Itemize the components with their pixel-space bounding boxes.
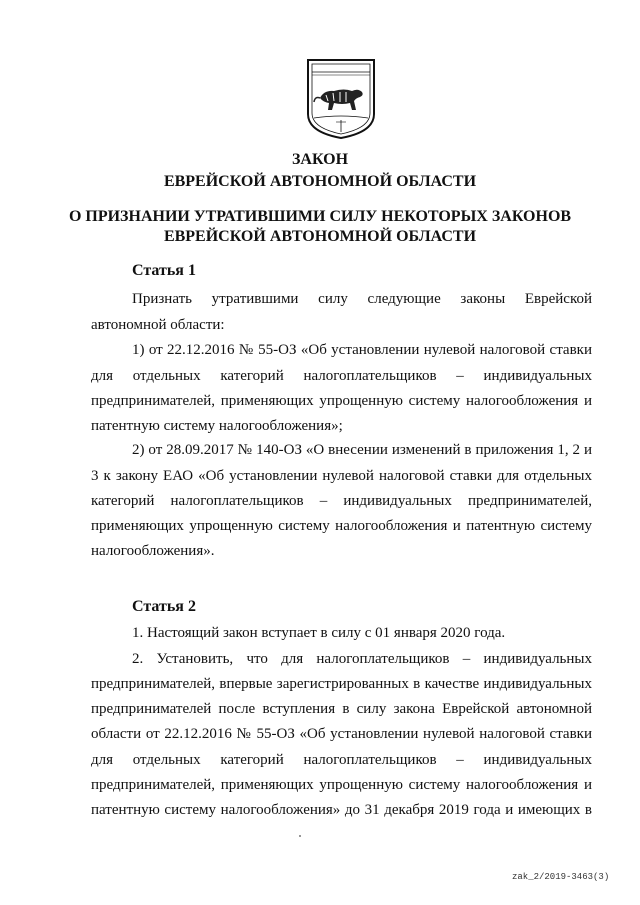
article-2-line: области от 22.12.2016 № 55-ОЗ «Об установлении нулевой налоговой ставки [91,726,592,742]
article-1-line: 3 к закону ЕАО «Об установлении нулевой налоговой ставки для отдельных [91,468,592,484]
article-1-line: 1) от 22.12.2016 № 55-ОЗ «Об установлении нулевой налоговой ставки [132,342,592,358]
scan-dot [299,835,301,837]
article-1-line: патентную систему налогообложения»; [91,418,343,434]
region-title: ЕВРЕЙСКОЙ АВТОНОМНОЙ ОБЛАСТИ [163,173,477,190]
article-2-line: предпринимателей после вступления в силу закона Еврейской автономной [91,701,592,717]
article-2-heading: Статья 2 [132,598,196,615]
law-subject-title: О ПРИЗНАНИИ УТРАТИВШИМИ СИЛУ НЕКОТОРЫХ ЗАКОНОВ [68,208,572,225]
article-1-line: предпринимателей, применяющих упрощенную систему налогообложения и [91,393,592,409]
article-2-line: патентную систему налогообложения» до 31 декабря 2019 года и имеющих в [91,802,592,818]
article-1-line: категорий налогоплательщиков – индивидуальных предпринимателей, [91,493,592,509]
law-subject-region: ЕВРЕЙСКОЙ АВТОНОМНОЙ ОБЛАСТИ [163,228,477,245]
article-1-line: налогообложения». [91,543,215,559]
article-2-line: для отдельных категорий налогоплательщиков – индивидуальных [91,752,592,768]
article-2-line: 1. Настоящий закон вступает в силу с 01 января 2020 года. [132,625,506,641]
law-title: ЗАКОН [291,151,349,168]
article-2-line: 2. Установить, что для налогоплательщиков – индивидуальных [132,651,592,667]
article-2-line: предпринимателей, впервые зарегистрированных в качестве индивидуальных [91,676,592,692]
article-1-line: для отдельных категорий налогоплательщиков – индивидуальных [91,368,592,384]
article-1-heading: Статья 1 [132,262,196,279]
article-2-line: предпринимателей, применяющих упрощенную систему налогообложения и [91,777,592,793]
article-1-line: 2) от 28.09.2017 № 140-ОЗ «О внесении изменений в приложения 1, 2 и [132,442,592,458]
article-1-line: автономной области: [91,317,225,333]
tiger-coat-of-arms-icon [306,58,376,140]
article-1-line: применяющих упрощенную систему налогообложения и патентную систему [91,518,592,534]
article-1-line: Признать утратившими силу следующие законы Еврейской [132,291,592,307]
document-code: zak_2/2019-3463(3) [512,872,610,882]
